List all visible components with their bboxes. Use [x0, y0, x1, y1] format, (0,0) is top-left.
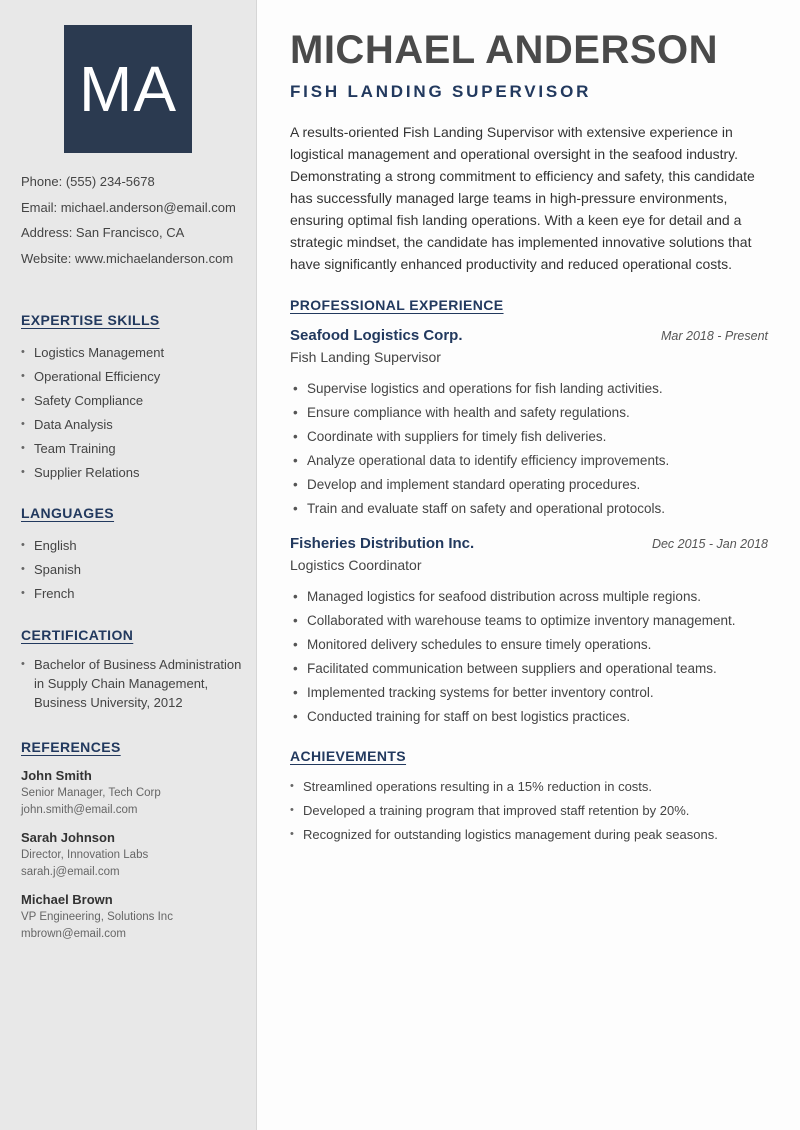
achievements-heading: ACHIEVEMENTS	[290, 748, 407, 764]
references-section	[21, 739, 246, 953]
certification-list	[21, 655, 246, 712]
reference-name: Michael Brown	[21, 892, 113, 907]
job-role: Logistics Coordinator	[290, 557, 422, 573]
achievement-item: • Developed a training program that improved staff retention by 20%.	[290, 799, 768, 823]
certification-section	[21, 627, 246, 712]
job-bullet: • Develop and implement standard operating procedures.	[290, 473, 768, 497]
skill-item: • Safety Compliance	[21, 389, 246, 413]
job-header	[290, 327, 768, 344]
job-bullet: • Monitored delivery schedules to ensure timely operations.	[290, 633, 768, 657]
skills-section	[21, 312, 246, 484]
job-bullet: • Supervise logistics and operations for fish landing activities.	[290, 377, 768, 401]
monogram-badge: MA	[64, 25, 192, 153]
languages-list	[21, 534, 246, 606]
company-name: Fisheries Distribution Inc.	[290, 535, 475, 552]
job-bullets	[290, 377, 768, 521]
reference-position: Director, Innovation Labs	[21, 849, 149, 861]
job-title: FISH LANDING SUPERVISOR	[290, 82, 592, 101]
job-bullet: • Implemented tracking systems for better inventory control.	[290, 681, 768, 705]
job-bullet: • Facilitated communication between suppliers and operational teams.	[290, 657, 768, 681]
contact-info	[21, 169, 246, 271]
reference-name: Sarah Johnson	[21, 830, 115, 845]
reference-entry	[21, 891, 246, 943]
contact-phone: Phone: (555) 234-5678	[21, 174, 155, 189]
job-dates: Mar 2018 - Present	[661, 329, 768, 343]
reference-position: Senior Manager, Tech Corp	[21, 787, 161, 799]
job-bullet: • Managed logistics for seafood distribution across multiple regions.	[290, 585, 768, 609]
contact-address: Address: San Francisco, CA	[21, 225, 185, 240]
job-entry	[290, 535, 768, 729]
skills-list	[21, 341, 246, 484]
skills-heading: EXPERTISE SKILLS	[21, 312, 160, 328]
reference-entry	[21, 829, 246, 881]
job-entry	[290, 327, 768, 521]
references-list	[21, 767, 246, 943]
job-bullet: • Analyze operational data to identify efficiency improvements.	[290, 449, 768, 473]
job-bullets	[290, 585, 768, 729]
reference-email: sarah.j@email.com	[21, 866, 120, 878]
references-heading: REFERENCES	[21, 739, 121, 755]
achievement-item: • Recognized for outstanding logistics management during peak seasons.	[290, 823, 768, 847]
experience-heading: PROFESSIONAL EXPERIENCE	[290, 297, 504, 313]
reference-email: mbrown@email.com	[21, 928, 126, 940]
job-bullet: • Train and evaluate staff on safety and operational protocols.	[290, 497, 768, 521]
reference-email: john.smith@email.com	[21, 804, 138, 816]
languages-heading: LANGUAGES	[21, 505, 115, 521]
certification-heading: CERTIFICATION	[21, 627, 134, 643]
reference-position: VP Engineering, Solutions Inc	[21, 911, 173, 923]
language-item: • French	[21, 582, 246, 606]
job-bullet: • Coordinate with suppliers for timely fish deliveries.	[290, 425, 768, 449]
certification-item: • Bachelor of Business Administration in Supply Chain Management, Business University, 2012	[21, 655, 246, 712]
job-role: Fish Landing Supervisor	[290, 349, 441, 365]
language-item: • Spanish	[21, 558, 246, 582]
reference-entry	[21, 767, 246, 819]
skill-item: • Logistics Management	[21, 341, 246, 365]
skill-item: • Data Analysis	[21, 413, 246, 437]
language-item: • English	[21, 534, 246, 558]
company-name: Seafood Logistics Corp.	[290, 327, 463, 344]
achievement-item: • Streamlined operations resulting in a 15% reduction in costs.	[290, 775, 768, 799]
job-header	[290, 535, 768, 552]
skill-item: • Supplier Relations	[21, 461, 246, 485]
contact-website: Website: www.michaelanderson.com	[21, 250, 234, 266]
job-bullet: • Ensure compliance with health and safety regulations.	[290, 401, 768, 425]
candidate-name: MICHAEL ANDERSON	[290, 28, 719, 72]
skill-item: • Operational Efficiency	[21, 365, 246, 389]
profile-summary: A results-oriented Fish Landing Supervisor with extensive experience in logistical management and operational oversight in the seafood industry. Demonstrating a strong commitment to efficiency and safety, this candidate has successfully managed large teams in high-pressure environments, ensuring optimal fish landing operations. With a keen eye for detail and a strategic mindset, the candidate has implemented innovative solutions that have significantly enhanced productivity and reduced operational costs.	[290, 124, 755, 272]
job-dates: Dec 2015 - Jan 2018	[651, 537, 768, 551]
job-bullet: • Conducted training for staff on best logistics practices.	[290, 705, 768, 729]
reference-name: John Smith	[21, 768, 92, 783]
achievements-list	[290, 775, 768, 846]
job-bullet: • Collaborated with warehouse teams to optimize inventory management.	[290, 609, 768, 633]
skill-item: • Team Training	[21, 437, 246, 461]
contact-email: Email: michael.anderson@email.com	[21, 199, 236, 215]
languages-section	[21, 505, 246, 606]
sidebar	[0, 0, 257, 1130]
